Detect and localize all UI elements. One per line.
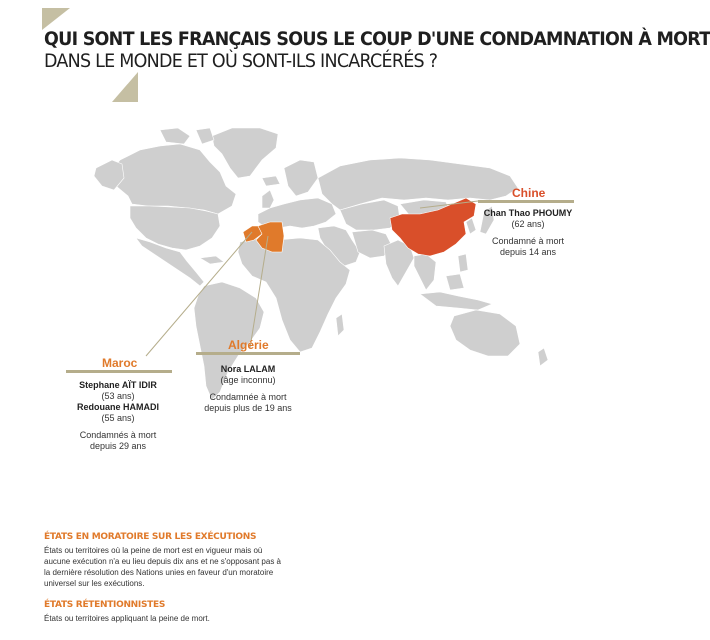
sentence-line1: Condamnée à mort (209, 392, 287, 402)
prisoner-age: (âge inconnu) (220, 375, 276, 385)
borneo (446, 274, 464, 290)
canada (108, 144, 236, 214)
legend-moratoire-title: ÉTATS EN MORATOIRE SUR LES EXÉCUTIONS (44, 532, 257, 542)
prisoner-name: Stephane AÏT IDIR (79, 380, 157, 390)
sentence-line2: depuis plus de 19 ans (204, 403, 292, 413)
morocco-label-bar (66, 370, 172, 373)
sentence-line2: depuis 14 ans (499, 247, 557, 257)
legend-moratoire (44, 532, 289, 589)
greenland (212, 128, 278, 178)
prisoner-name: Redouane HAMADI (76, 402, 159, 412)
cuba (200, 256, 224, 264)
sentence-line2: depuis 29 ans (89, 441, 147, 451)
china-label-bar (478, 200, 574, 203)
algeria-label-bar (196, 352, 300, 355)
page-subtitle: DANS LE MONDE ET OÙ SONT-ILS INCARCÉRÉS ? (44, 50, 438, 72)
indonesia (420, 292, 492, 310)
page-title: QUI SONT LES FRANÇAIS SOUS LE COUP D'UNE CONDAMNATION À MORT (44, 28, 710, 50)
iceland (262, 176, 280, 186)
southeast-asia (414, 254, 436, 290)
philippines (458, 254, 468, 272)
scandinavia (284, 160, 318, 196)
arctic-islands (160, 128, 190, 144)
china-label: Chine (512, 186, 546, 200)
new-zealand (538, 348, 548, 366)
legend-retentionnistes-title: ÉTATS RÉTENTIONNISTES (44, 600, 166, 610)
legend-moratoire-text: États ou territoires où la peine de mort est en vigueur mais où aucune exécution n'a eu lieu depuis dix ans et ne s'opposant pas à la dernière résolution des Nations unies en faveur d'un moratoire universel sur les exécutions. (44, 546, 282, 588)
prisoner-name: Nora LALAM (220, 364, 276, 374)
uk (262, 190, 274, 208)
morocco-label: Maroc (102, 356, 138, 370)
prisoner-name: Chan Thao PHOUMY (483, 208, 573, 218)
sentence-line1: Condamné à mort (491, 236, 565, 246)
algeria-label: Algérie (228, 338, 269, 352)
legend-retentionnistes (44, 600, 289, 624)
algeria-info (192, 364, 304, 414)
legend-retentionnistes-text: États ou territoires appliquant la peine de mort. (44, 614, 210, 623)
morocco-info (62, 380, 174, 452)
prisoner-age: (53 ans) (101, 391, 135, 401)
sentence-line1: Condamnés à mort (79, 430, 157, 440)
arctic-islands-2 (196, 128, 214, 144)
prisoner-age: (62 ans) (511, 219, 545, 229)
prisoner-age: (55 ans) (101, 413, 135, 423)
australia (450, 310, 520, 356)
china-info (474, 208, 582, 258)
madagascar (336, 314, 344, 336)
